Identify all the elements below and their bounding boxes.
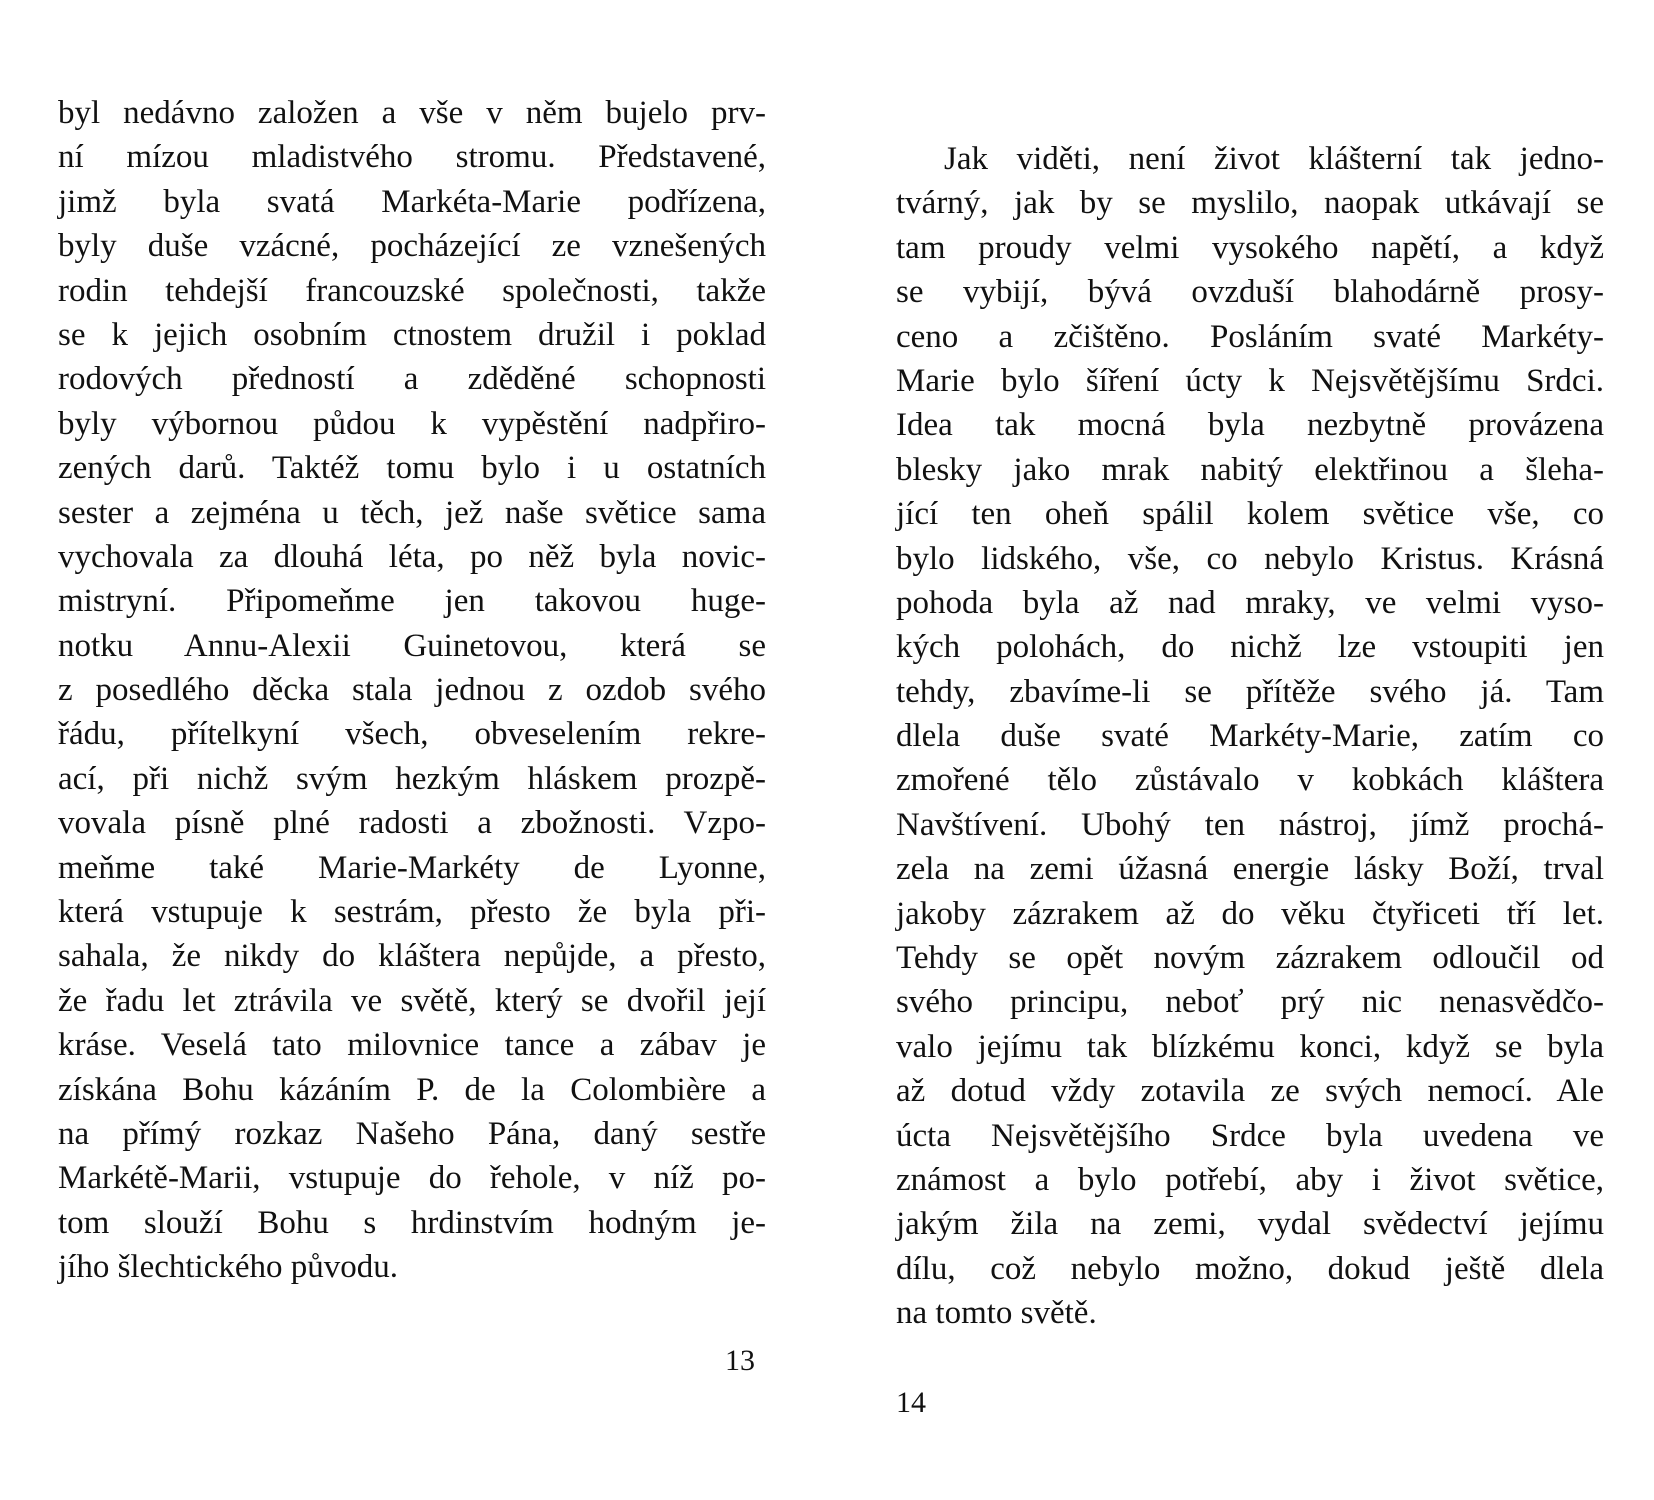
- text-line: tom slouží Bohu s hrdinstvím hodným je-: [58, 1204, 766, 1241]
- text-line: jakým žila na zemi, vydal svědectví jejímu: [896, 1206, 1604, 1243]
- text-line: která vstupuje k sestrám, přesto že byla při-: [58, 894, 766, 931]
- text-line: jimž byla svatá Markéta-Marie podřízena,: [58, 183, 766, 220]
- text-line: kých polohách, do nichž lze vstoupiti jen: [896, 629, 1604, 666]
- text-line: Jak viděti, není život klášterní tak jedno-: [944, 141, 1604, 177]
- text-line: řádu, přítelkyní všech, obveselením rekre-: [58, 716, 766, 753]
- text-line: ací, při nichž svým hezkým hláskem prozpě-: [58, 760, 766, 797]
- text-line: vovala písně plné radosti a zbožnosti. Vzpo-: [58, 805, 766, 842]
- text-line: až dotud vždy zotavila ze svých nemocí. Ale: [896, 1073, 1604, 1110]
- text-line: na přímý rozkaz Našeho Pána, daný sestře: [58, 1115, 766, 1152]
- text-line: blesky jako mrak nabitý elektřinou a šleha-: [896, 451, 1604, 488]
- text-line: zela na zemi úžasná energie lásky Boží, trval: [896, 851, 1604, 888]
- text-line: tam proudy velmi vysokého napětí, a když: [896, 229, 1604, 266]
- text-line: sester a zejména u těch, jež naše světice sama: [58, 494, 766, 531]
- text-line: kráse. Veselá tato milovnice tance a zábav je: [58, 1027, 766, 1064]
- text-line: byl nedávno založen a vše v něm bujelo prv-: [58, 95, 766, 131]
- left-page-text: [58, 91, 766, 1290]
- text-line: že řadu let ztrávila ve světě, který se dvořil její: [58, 982, 766, 1019]
- text-line: Markétě-Marii, vstupuje do řehole, v níž po-: [58, 1160, 766, 1197]
- text-line: rodin tehdejší francouzské společnosti, takže: [58, 272, 766, 309]
- text-line: Idea tak mocná byla nezbytně provázena: [896, 407, 1604, 444]
- text-line: z posedlého děcka stala jednou z ozdob svého: [58, 672, 766, 709]
- text-line: svého principu, neboť prý nic nenasvědčo-: [896, 984, 1604, 1021]
- text-line: ní mízou mladistvého stromu. Představené,: [58, 139, 766, 176]
- text-line: se k jejich osobním ctnostem družil i poklad: [58, 316, 766, 353]
- text-line: na tomto světě.: [896, 1295, 1097, 1332]
- text-line: zmořené tělo zůstávalo v kobkách kláštera: [896, 762, 1604, 799]
- text-line: vychovala za dlouhá léta, po něž byla novic-: [58, 538, 766, 575]
- text-line: tvárný, jak by se myslilo, naopak utkávají se: [896, 185, 1604, 222]
- text-line: jího šlechtického původu.: [58, 1249, 399, 1286]
- text-line: byly duše vzácné, pocházející ze vznešených: [58, 228, 766, 265]
- text-line: mistryní. Připomeňme jen takovou huge-: [58, 583, 766, 620]
- text-line: tehdy, zbavíme-li se přítěže svého já. Tam: [896, 673, 1604, 710]
- right-page-text: [896, 137, 1604, 1336]
- text-line: sahala, že nikdy do kláštera nepůjde, a přesto,: [58, 938, 766, 975]
- text-line: dlela duše svaté Markéty-Marie, zatím co: [896, 718, 1604, 755]
- text-line: známost a bylo potřebí, aby i život světice,: [896, 1161, 1604, 1198]
- text-line: notku Annu-Alexii Guinetovou, která se: [58, 627, 766, 664]
- page-number-right: 14: [896, 1386, 926, 1419]
- text-line: byly výbornou půdou k vypěstění nadpřiro-: [58, 405, 766, 442]
- page-number-left: 13: [725, 1344, 755, 1377]
- text-line: dílu, což nebylo možno, dokud ještě dlela: [896, 1250, 1604, 1287]
- text-line: rodových předností a zděděné schopnosti: [58, 361, 766, 398]
- text-line: meňme také Marie-Markéty de Lyonne,: [58, 849, 766, 886]
- text-line: Marie bylo šíření úcty k Nejsvětějšímu Srdci.: [896, 362, 1604, 399]
- text-line: Navštívení. Ubohý ten nástroj, jímž prochá-: [896, 806, 1604, 843]
- text-line: získána Bohu kázáním P. de la Colombière a: [58, 1071, 766, 1108]
- text-line: bylo lidského, vše, co nebylo Kristus. Krásná: [896, 540, 1604, 577]
- text-line: Tehdy se opět novým zázrakem odloučil od: [896, 940, 1604, 977]
- text-line: jící ten oheň spálil kolem světice vše, co: [896, 496, 1604, 533]
- text-line: jakoby zázrakem až do věku čtyřiceti tří let.: [896, 895, 1604, 932]
- text-line: se vybijí, bývá ovzduší blahodárně prosy-: [896, 274, 1604, 311]
- text-line: pohoda byla až nad mraky, ve velmi vyso-: [896, 584, 1604, 621]
- text-line: valo jejímu tak blízkému konci, když se byla: [896, 1028, 1604, 1065]
- text-line: ceno a zčištěno. Posláním svaté Markéty-: [896, 318, 1604, 355]
- text-line: zených darů. Taktéž tomu bylo i u ostatních: [58, 450, 766, 487]
- text-line: úcta Nejsvětějšího Srdce byla uvedena ve: [896, 1117, 1604, 1154]
